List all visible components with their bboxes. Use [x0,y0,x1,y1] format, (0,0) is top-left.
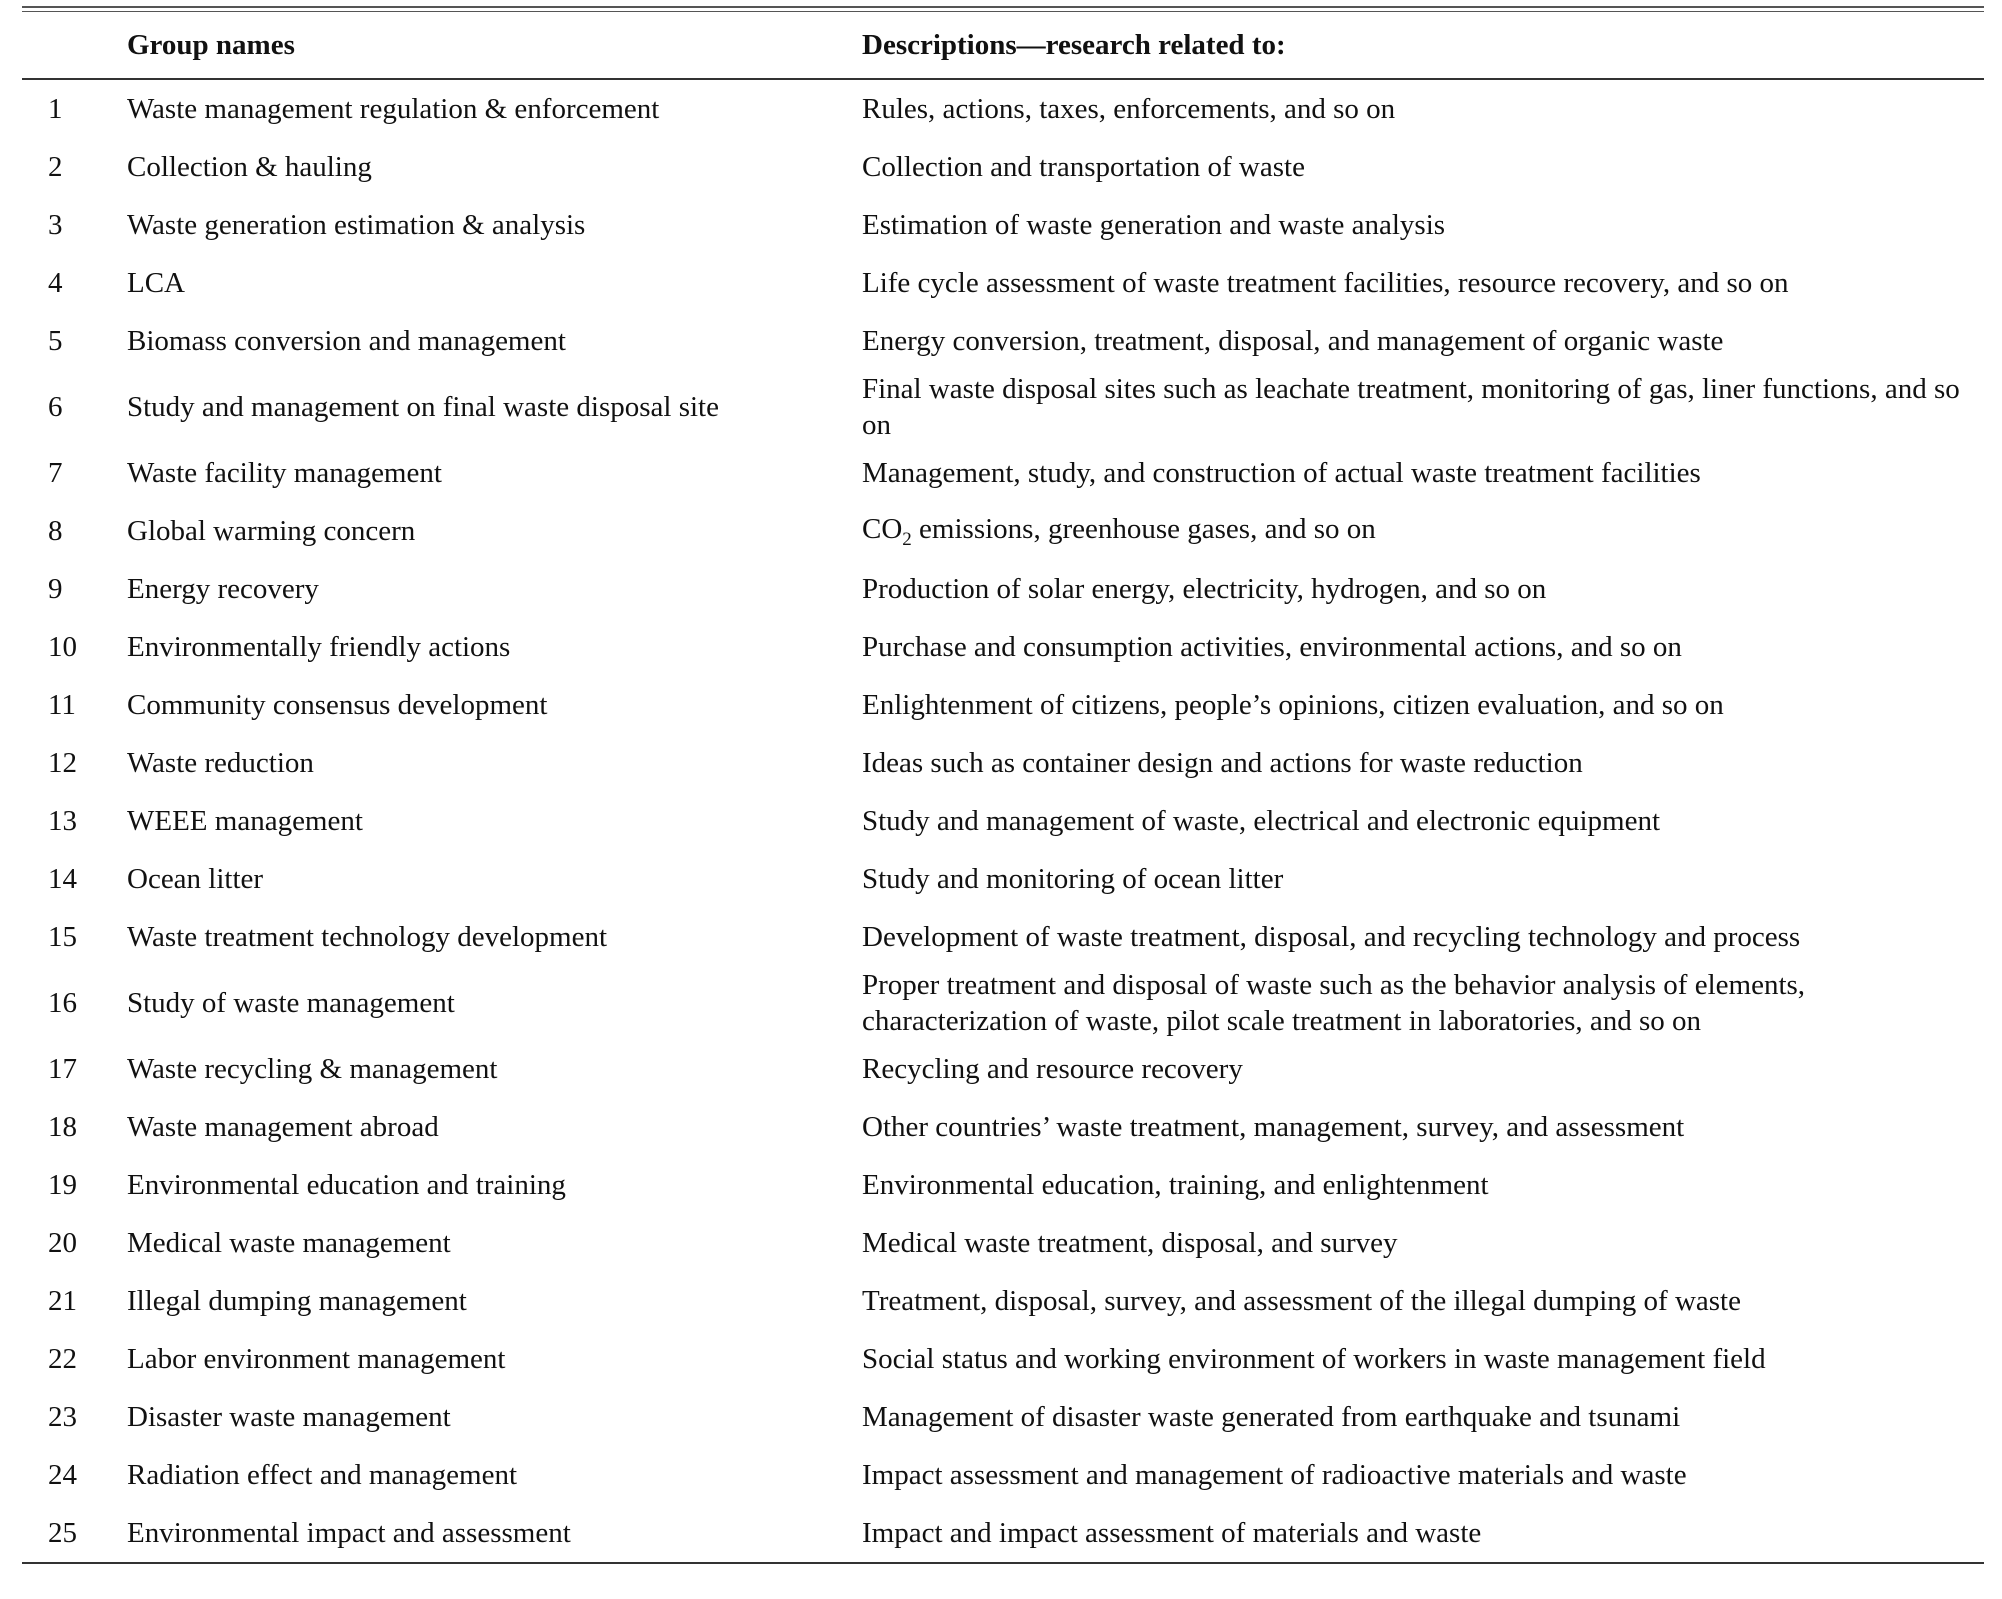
group-description: Impact assessment and management of radioactive materials and waste [862,1458,1687,1491]
group-description: Impact and impact assessment of materials and waste [862,1516,1482,1549]
row-number: 13 [48,804,77,837]
group-name: Waste reduction [127,746,314,779]
row-number: 7 [48,456,63,489]
header-row [22,12,1984,78]
group-name: Waste treatment technology development [127,920,608,953]
row-number: 25 [48,1516,77,1549]
table-row [22,80,1984,138]
group-description: Treatment, disposal, survey, and assessment of the illegal dumping of waste [862,1284,1741,1317]
table-row [22,908,1984,966]
group-description: Management, study, and construction of actual waste treatment facilities [862,456,1701,489]
header-descriptions: Descriptions—research related to: [862,28,1286,61]
row-number: 10 [48,630,77,663]
row-number: 22 [48,1342,77,1375]
group-name: Ocean litter [127,862,264,895]
row-number: 9 [48,572,63,605]
header-number [22,12,127,78]
group-name: Study of waste management [127,986,455,1019]
group-name: Community consensus development [127,688,548,721]
group-description: Environmental education, training, and enlightenment [862,1168,1489,1201]
group-description: Rules, actions, taxes, enforcements, and so on [862,92,1396,125]
group-description: Life cycle assessment of waste treatment facilities, resource recovery, and so on [862,266,1789,299]
group-description: Management of disaster waste generated from earthquake and tsunami [862,1400,1681,1433]
group-name: Waste management regulation & enforcement [127,92,660,125]
group-description: Energy conversion, treatment, disposal, and management of organic waste [862,324,1724,357]
group-name: Waste recycling & management [127,1052,498,1085]
group-name: Environmental impact and assessment [127,1516,571,1549]
row-number: 6 [48,390,63,423]
group-description: Production of solar energy, electricity, hydrogen, and so on [862,572,1547,605]
group-description: Medical waste treatment, disposal, and survey [862,1226,1398,1259]
table-row [22,370,1984,444]
group-name: Energy recovery [127,572,319,605]
table-row [22,138,1984,196]
table-row [22,850,1984,908]
group-description: Other countries’ waste treatment, management, survey, and assessment [862,1110,1685,1143]
row-number: 2 [48,150,63,183]
group-name: Waste management abroad [127,1110,439,1143]
table-row [22,734,1984,792]
row-number: 12 [48,746,77,779]
group-description: Ideas such as container design and actions for waste reduction [862,746,1583,779]
group-description: Study and monitoring of ocean litter [862,862,1284,895]
table-row [22,1040,1984,1098]
row-number: 23 [48,1400,77,1433]
row-number: 20 [48,1226,77,1259]
row-number: 11 [48,688,76,721]
group-name: WEEE management [127,804,363,837]
group-name: Medical waste management [127,1226,451,1259]
table-row [22,792,1984,850]
group-description: Recycling and resource recovery [862,1052,1243,1085]
table-row [22,1504,1984,1562]
header-group-names: Group names [127,28,295,61]
group-description: Purchase and consumption activities, environmental actions, and so on [862,630,1682,663]
row-number: 24 [48,1458,77,1491]
group-name: Disaster waste management [127,1400,451,1433]
group-name: Collection & hauling [127,150,372,183]
row-number: 18 [48,1110,77,1143]
table-row [22,560,1984,618]
table-row [22,1098,1984,1156]
group-name: Waste generation estimation & analysis [127,208,586,241]
group-name: Environmental education and training [127,1168,566,1201]
row-number: 1 [48,92,63,125]
table-row [22,966,1984,1040]
group-description: Development of waste treatment, disposal, and recycling technology and process [862,920,1801,953]
group-name: Labor environment management [127,1342,506,1375]
description-prefix: CO [862,512,903,545]
table-row [22,1272,1984,1330]
row-number: 16 [48,986,77,1019]
group-name: Biomass conversion and management [127,324,566,357]
table-row [22,1214,1984,1272]
description-subscript: 2 [902,528,912,550]
row-number: 15 [48,920,77,953]
group-description: Proper treatment and disposal of waste such as the behavior analysis of elements, characterization of waste, pilot scale treatment in laboratories, and so on [862,968,1806,1037]
group-description [862,502,1984,560]
group-name: Radiation effect and management [127,1458,517,1491]
table-row [22,196,1984,254]
group-name: Illegal dumping management [127,1284,467,1317]
row-number: 14 [48,862,77,895]
description-suffix: emissions, greenhouse gases, and so on [911,512,1376,545]
table-row [22,254,1984,312]
table-row [22,1156,1984,1214]
row-number: 17 [48,1052,77,1085]
table-row [22,1446,1984,1504]
table-row [22,1388,1984,1446]
group-description: Enlightenment of citizens, people’s opinions, citizen evaluation, and so on [862,688,1724,721]
group-name: Waste facility management [127,456,442,489]
row-number: 3 [48,208,63,241]
row-number: 19 [48,1168,77,1201]
table-row [22,444,1984,502]
group-name: Global warming concern [127,514,416,547]
row-number: 8 [48,514,63,547]
table-row [22,502,1984,560]
bottom-rule [22,1562,1984,1564]
row-number: 4 [48,266,63,299]
row-number: 21 [48,1284,77,1317]
row-number: 5 [48,324,63,357]
table-row [22,618,1984,676]
research-groups-body [22,80,1984,1562]
research-groups-table [22,12,1984,78]
group-description: Study and management of waste, electrical and electronic equipment [862,804,1660,837]
table-row [22,1330,1984,1388]
group-description: Collection and transportation of waste [862,150,1305,183]
table-row [22,312,1984,370]
group-description: Estimation of waste generation and waste analysis [862,208,1446,241]
group-name: Study and management on final waste disposal site [127,390,719,423]
research-groups-table-container [22,6,1984,1564]
group-name: LCA [127,266,185,299]
group-description: Social status and working environment of workers in waste management field [862,1342,1766,1375]
group-description: Final waste disposal sites such as leachate treatment, monitoring of gas, liner functions, and so on [862,372,1960,441]
group-name: Environmentally friendly actions [127,630,511,663]
table-row [22,676,1984,734]
